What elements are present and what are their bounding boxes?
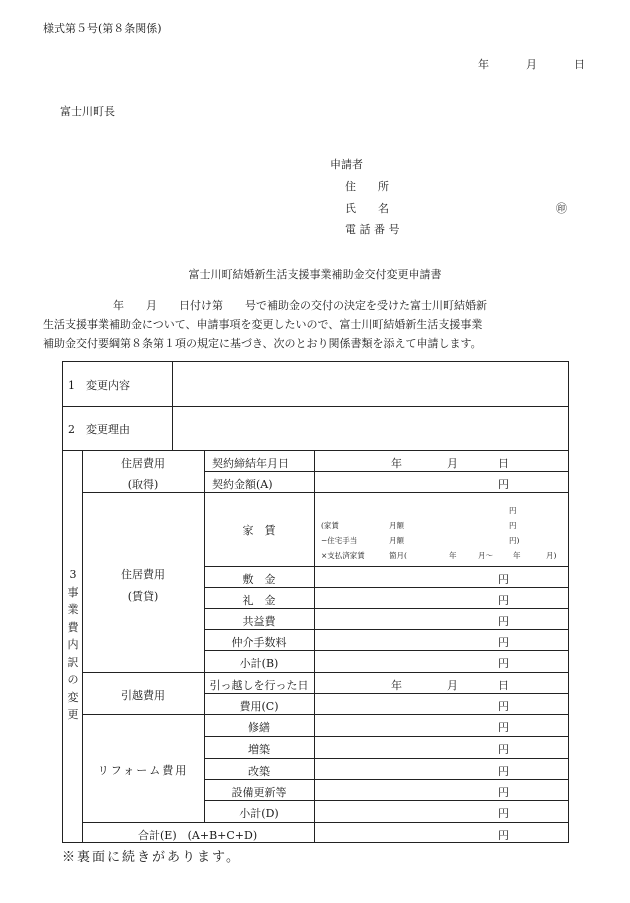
rent-monthly-1: 月額 <box>389 521 404 530</box>
extension-yen: 円 <box>498 743 509 756</box>
renovation-yen: 円 <box>498 765 509 778</box>
paid-month-2: 月) <box>546 551 557 560</box>
submission-date <box>478 56 585 72</box>
change-content-label: 1 変更内容 <box>68 379 130 392</box>
rental-subtotal-yen: 円 <box>498 657 509 670</box>
rent-label: 家 賃 <box>242 524 276 537</box>
date-month: 月 <box>526 58 537 71</box>
rent-line: (家賃 <box>321 521 339 530</box>
rent-monthly-2: 月額 <box>389 536 404 545</box>
paid-months: 箇月( <box>389 551 407 560</box>
date-day: 日 <box>574 58 585 71</box>
continued-note: ※裏面に続きがあります。 <box>62 850 241 865</box>
change-content-field[interactable] <box>176 364 566 404</box>
moving-date-year: 年 <box>391 679 402 692</box>
agent-fee-yen: 円 <box>498 636 509 649</box>
moving-cost-yen: 円 <box>498 700 509 713</box>
agent-fee-label: 仲介手数料 <box>231 636 287 649</box>
moving-date-month: 月 <box>447 679 458 692</box>
rental-subtotal-label: 小計(B) <box>239 657 279 670</box>
contract-date-year: 年 <box>391 457 402 470</box>
contract-amount-yen: 円 <box>498 478 509 491</box>
reform-subtotal-yen: 円 <box>498 807 509 820</box>
seal-mark: ㊞ <box>556 202 567 215</box>
rental-label-2: (賃貸) <box>127 590 159 603</box>
renovation-label: 改築 <box>248 765 270 778</box>
rent-yen: 円 <box>509 521 517 530</box>
date-year: 年 <box>478 58 489 71</box>
application-statement <box>43 296 593 353</box>
form-number: 様式第５号(第８条関係) <box>43 22 162 35</box>
contract-date-month: 月 <box>447 457 458 470</box>
moving-date-label: 引っ越しを行った日 <box>209 679 309 692</box>
reform-label: リフォーム費用 <box>97 764 189 777</box>
key-money-yen: 円 <box>498 594 509 607</box>
allowance-line: −住宅手当 <box>321 536 358 545</box>
section-3-label: 3 事 業 費 内 訳 の 変 更 <box>67 568 79 721</box>
repair-yen: 円 <box>498 721 509 734</box>
change-reason-label: 2 変更理由 <box>68 423 130 436</box>
name-label: 氏 名 <box>345 202 389 215</box>
repair-label: 修繕 <box>248 721 270 734</box>
contract-date-day: 日 <box>498 457 509 470</box>
statement-line-3: 補助金交付要綱第８条第１項の規定に基づき、次のとおり関係書類を添えて申請します。 <box>43 337 482 350</box>
deposit-yen: 円 <box>498 573 509 586</box>
total-label: 合計(E) (A+B+C+D) <box>138 829 258 842</box>
paid-year-2: 年 <box>513 551 521 560</box>
statement-line-2: 生活支援事業補助金について、申請事項を変更したいので、富士川町結婚新生活支援事業 <box>43 318 483 331</box>
moving-date-day: 日 <box>498 679 509 692</box>
common-fee-label: 共益費 <box>242 615 276 628</box>
equipment-label: 設備更新等 <box>231 786 287 799</box>
reform-subtotal-label: 小計(D) <box>239 807 279 820</box>
allowance-yen: 円) <box>509 536 520 545</box>
paid-month-1: 月〜 <box>478 551 493 560</box>
total-yen: 円 <box>498 829 509 842</box>
acquisition-label-2: (取得) <box>127 478 159 491</box>
rent-yen-top: 円 <box>509 506 517 515</box>
contract-amount-label: 契約金額(A) <box>212 478 273 491</box>
contract-date-label: 契約締結年月日 <box>212 457 289 470</box>
change-reason-field[interactable] <box>176 408 566 448</box>
key-money-label: 礼 金 <box>242 594 276 607</box>
address-label: 住 所 <box>345 180 389 193</box>
phone-label: 電 話 番 号 <box>345 223 400 236</box>
moving-label: 引越費用 <box>121 689 165 702</box>
deposit-label: 敷 金 <box>242 573 276 586</box>
statement-line-1: 年 月 日付け第 号で補助金の交付の決定を受けた富士川町結婚新 <box>113 299 487 312</box>
acquisition-label-1: 住居費用 <box>121 457 165 470</box>
extension-label: 増築 <box>248 743 270 756</box>
applicant-heading: 申請者 <box>330 158 363 171</box>
common-fee-yen: 円 <box>498 615 509 628</box>
addressee: 富士川町長 <box>60 105 115 118</box>
document-title: 富士川町結婚新生活支援事業補助金交付変更申請書 <box>188 268 442 281</box>
equipment-yen: 円 <box>498 786 509 799</box>
moving-cost-label: 費用(C) <box>239 700 279 713</box>
paid-rent-line: ×支払済家賃 <box>321 551 365 560</box>
rental-label-1: 住居費用 <box>121 568 165 581</box>
paid-year-1: 年 <box>449 551 457 560</box>
